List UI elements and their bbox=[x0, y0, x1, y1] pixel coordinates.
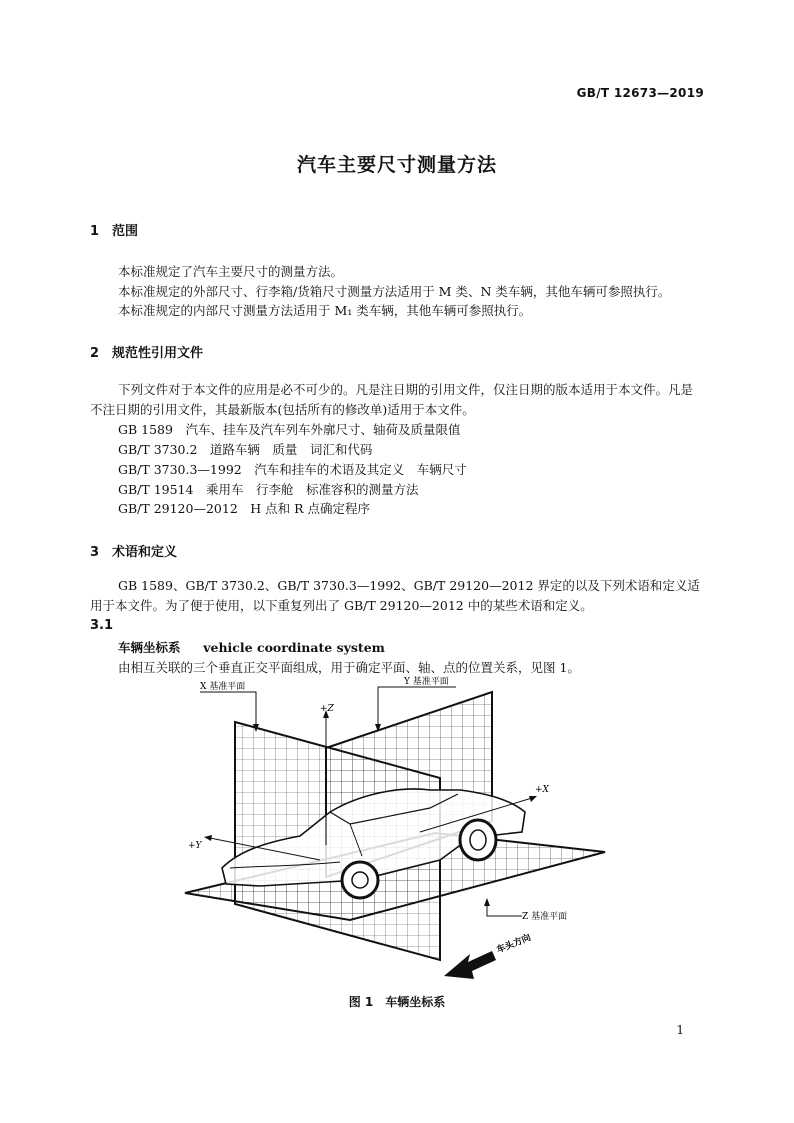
term-english: vehicle coordinate system bbox=[203, 640, 385, 655]
term-definition: 由相互关联的三个垂直正交平面组成，用于确定平面、轴、点的位置关系，见图 1。 bbox=[118, 660, 580, 675]
reference-item: GB 1589 汽车、挂车及汽车列车外廓尺寸、轴荷及质量限值 bbox=[118, 422, 461, 437]
section-1-line-1: 本标准规定了汽车主要尺寸的测量方法。 bbox=[118, 264, 344, 279]
document-title: 汽车主要尺寸测量方法 bbox=[296, 154, 497, 176]
section-2-number: 2 bbox=[90, 346, 100, 361]
page-number: 1 bbox=[676, 1023, 684, 1037]
section-1-title: 范围 bbox=[112, 224, 139, 239]
standard-code: GB/T 12673—2019 bbox=[576, 86, 704, 100]
reference-item: GB/T 29120—2012 H 点和 R 点确定程序 bbox=[118, 501, 371, 516]
plus-x-label: +X bbox=[535, 785, 549, 795]
section-3-number: 3 bbox=[90, 545, 100, 560]
y-plane-label: Y 基准平面 bbox=[404, 677, 449, 687]
plus-y-label: +Y bbox=[188, 841, 202, 851]
section-3-title: 术语和定义 bbox=[112, 545, 178, 560]
clause-number: 3.1 bbox=[90, 618, 114, 633]
direction-label: 车头方向 bbox=[495, 933, 533, 956]
section-2-title: 规范性引用文件 bbox=[112, 346, 204, 361]
reference-item: GB/T 3730.2 道路车辆 质量 词汇和代码 bbox=[118, 442, 373, 457]
reference-item: GB/T 3730.3—1992 汽车和挂车的术语及其定义 车辆尺寸 bbox=[118, 462, 467, 477]
term-chinese: 车辆坐标系 bbox=[118, 640, 181, 655]
reference-item: GB/T 19514 乘用车 行李舱 标准容积的测量方法 bbox=[118, 482, 419, 497]
figure-caption: 图 1 车辆坐标系 bbox=[348, 995, 446, 1009]
section-2-heading bbox=[90, 342, 203, 361]
section-1-heading bbox=[90, 220, 138, 239]
x-plane-label: X 基准平面 bbox=[200, 682, 246, 692]
section-3-intro: GB 1589、GB/T 3730.2、GB/T 3730.3—1992、GB/T 29120—2012 界定的以及下列术语和定义适用于本文件。为了便于使用，以下重复列出了 GB/T 29120—2012 中的某些术语和定义。 bbox=[90, 578, 700, 613]
section-1-number: 1 bbox=[90, 224, 100, 239]
term-entry bbox=[118, 638, 385, 656]
section-1-line-3: 本标准规定的内部尺寸测量方法适用于 M₁ 类车辆，其他车辆可参照执行。 bbox=[118, 303, 532, 318]
z-plane-label: Z 基准平面 bbox=[522, 912, 568, 922]
vehicle-front-direction-arrow bbox=[444, 931, 533, 979]
section-2-intro: 下列文件对于本文件的应用是必不可少的。凡是注日期的引用文件，仅注日期的版本适用于本文件。凡是不注日期的引用文件，其最新版本(包括所有的修改单)适用于本文件。 bbox=[90, 382, 694, 417]
section-3-heading bbox=[90, 541, 177, 560]
plus-z-label: +Z bbox=[320, 704, 334, 714]
z-plane-callout bbox=[484, 898, 567, 922]
vehicle-coordinate-system-figure bbox=[180, 676, 620, 986]
section-1-line-2: 本标准规定的外部尺寸、行李箱/货箱尺寸测量方法适用于 M 类、N 类车辆，其他车辆可参照执行。 bbox=[118, 284, 671, 299]
x-plane-callout bbox=[200, 680, 259, 732]
